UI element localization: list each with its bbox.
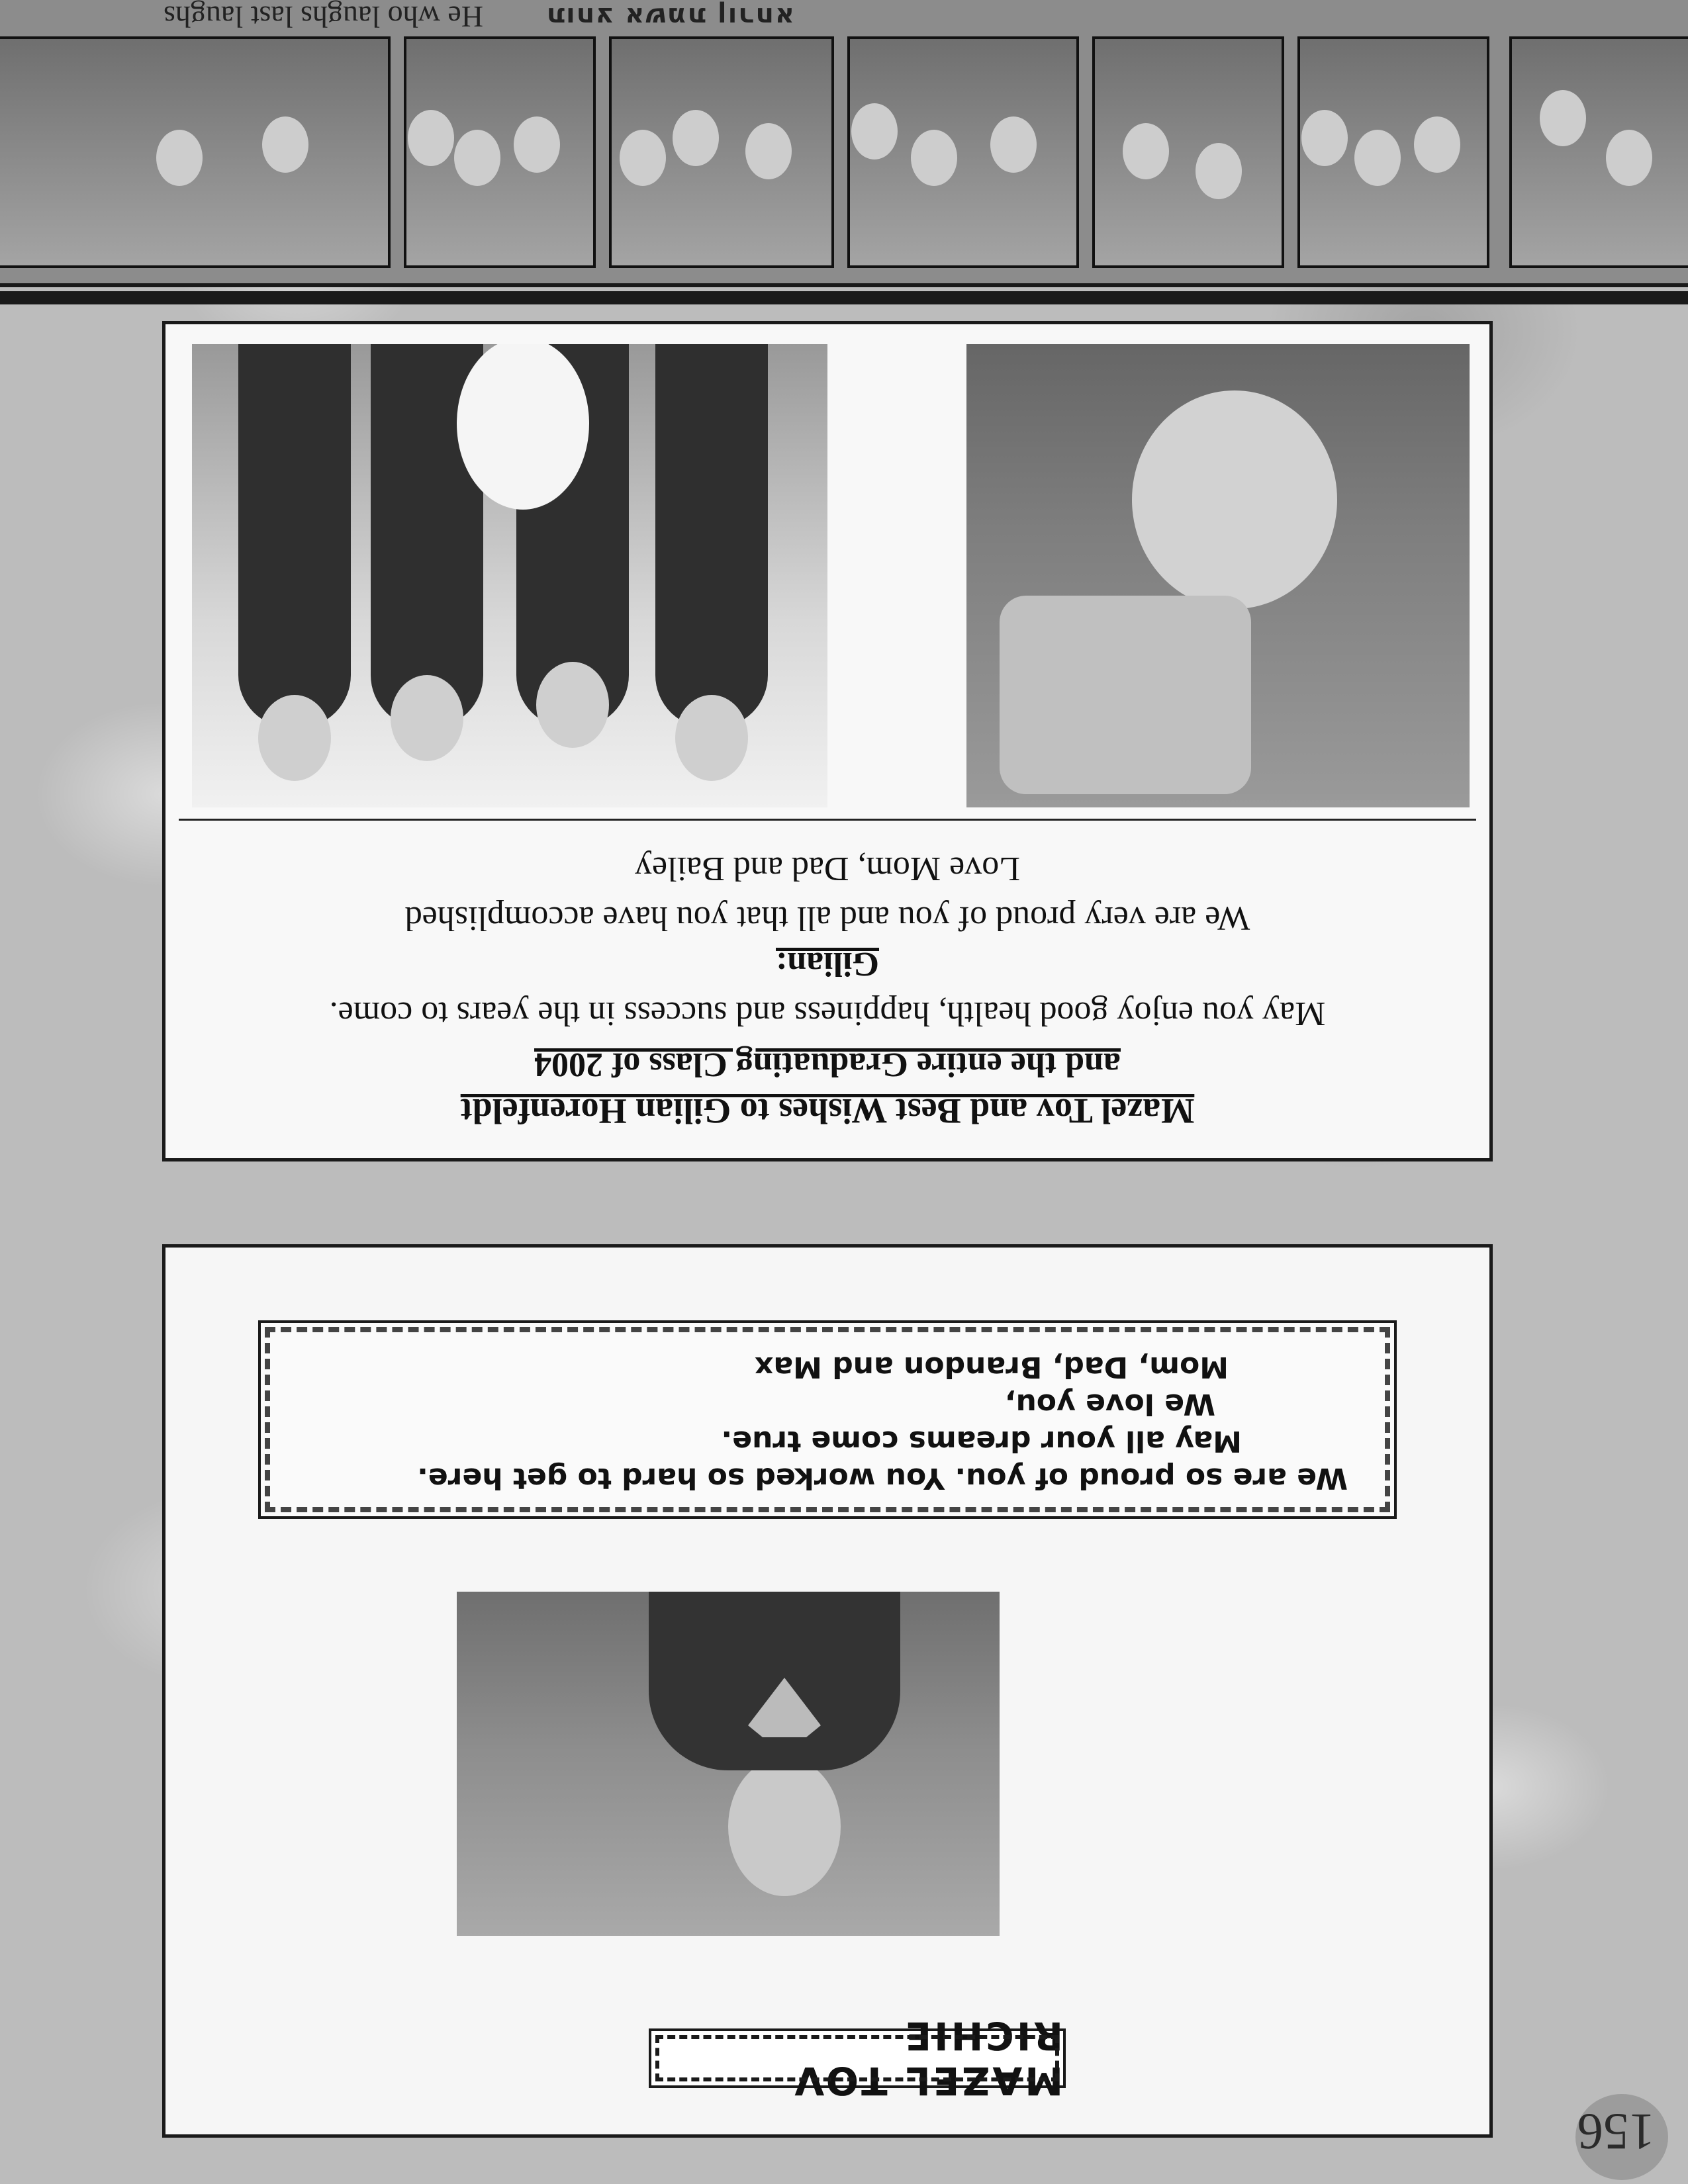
gilian-baby-photo xyxy=(966,344,1470,807)
photo-figure xyxy=(238,344,351,728)
strip-hebrew-caption: תוחצ אשמת ןורחא xyxy=(545,1,794,32)
photo-face xyxy=(156,130,203,186)
gilian-ad xyxy=(162,321,1493,1161)
gilian-ad-text xyxy=(192,839,1463,1132)
photo-face xyxy=(1354,130,1401,186)
photo-face xyxy=(454,130,500,186)
photo-face xyxy=(1196,143,1242,199)
photo-face xyxy=(851,103,898,159)
photo-face xyxy=(1414,116,1460,173)
photo-face xyxy=(258,695,331,781)
photo-figure-body xyxy=(1000,596,1251,794)
richie-message-line: Mom, Dad, Brandon and Max xyxy=(755,1350,1229,1384)
photo-face xyxy=(391,675,463,761)
photo-face xyxy=(745,123,792,179)
photo-face xyxy=(675,695,748,781)
page-number: 156 xyxy=(1577,2103,1655,2161)
photo-face xyxy=(1123,123,1169,179)
richie-message-line: We love you, xyxy=(1004,1387,1215,1421)
strip-bar xyxy=(0,291,1688,304)
photo-face xyxy=(673,110,719,166)
richie-message-line: We are so proud of you. You worked so hard to get here. xyxy=(417,1461,1348,1495)
richie-message-line: May all your dreams come true. xyxy=(721,1424,1242,1458)
photo-figure-head xyxy=(728,1757,841,1896)
photo-face xyxy=(536,662,609,748)
richie-message-box xyxy=(258,1320,1397,1519)
gilian-ad-heading: Mazel Tov and Best Wishes to Gilian Horenfeldt xyxy=(460,1091,1195,1131)
gilian-ad-line: We are very proud of you and all that you have accomplished xyxy=(404,899,1250,937)
gilian-ad-signature: Love Mom, Dad and Bailey xyxy=(635,850,1020,887)
strip-photo xyxy=(0,36,391,268)
strip-photo xyxy=(609,36,834,268)
richie-ad-title: MAZEL TOV RICHIE xyxy=(649,2028,1066,2088)
photo-face xyxy=(911,130,957,186)
strip-english-caption: He who laughs last laughs xyxy=(164,0,483,34)
gilian-ad-name: Gilian: xyxy=(775,945,880,983)
photo-figure xyxy=(655,344,768,728)
photo-figure-body xyxy=(649,1592,900,1770)
photo-face xyxy=(1540,90,1586,146)
gilian-ad-line: May you enjoy good health, happiness and success in the years to come. xyxy=(329,995,1326,1032)
photo-face xyxy=(990,116,1037,173)
photo-face xyxy=(1301,110,1348,166)
photo-figure-head xyxy=(1132,390,1337,609)
strip-photo xyxy=(1509,36,1688,268)
photo-face xyxy=(514,116,560,173)
gilian-family-photo xyxy=(192,344,827,807)
photo-face xyxy=(1606,130,1652,186)
strip-photo xyxy=(847,36,1079,268)
photo-dog xyxy=(457,344,589,510)
strip-bar xyxy=(0,283,1688,287)
gilian-ad-subheading: and the entire Graduating Class of 2004 xyxy=(534,1046,1121,1083)
photo-face xyxy=(262,116,308,173)
strip-photo xyxy=(404,36,596,268)
strip-photo xyxy=(1092,36,1284,268)
richie-photo xyxy=(457,1592,1000,1936)
photo-face xyxy=(620,130,666,186)
photo-face xyxy=(408,110,454,166)
strip-photo xyxy=(1297,36,1489,268)
richie-ad xyxy=(162,1244,1493,2138)
divider xyxy=(179,819,1476,821)
